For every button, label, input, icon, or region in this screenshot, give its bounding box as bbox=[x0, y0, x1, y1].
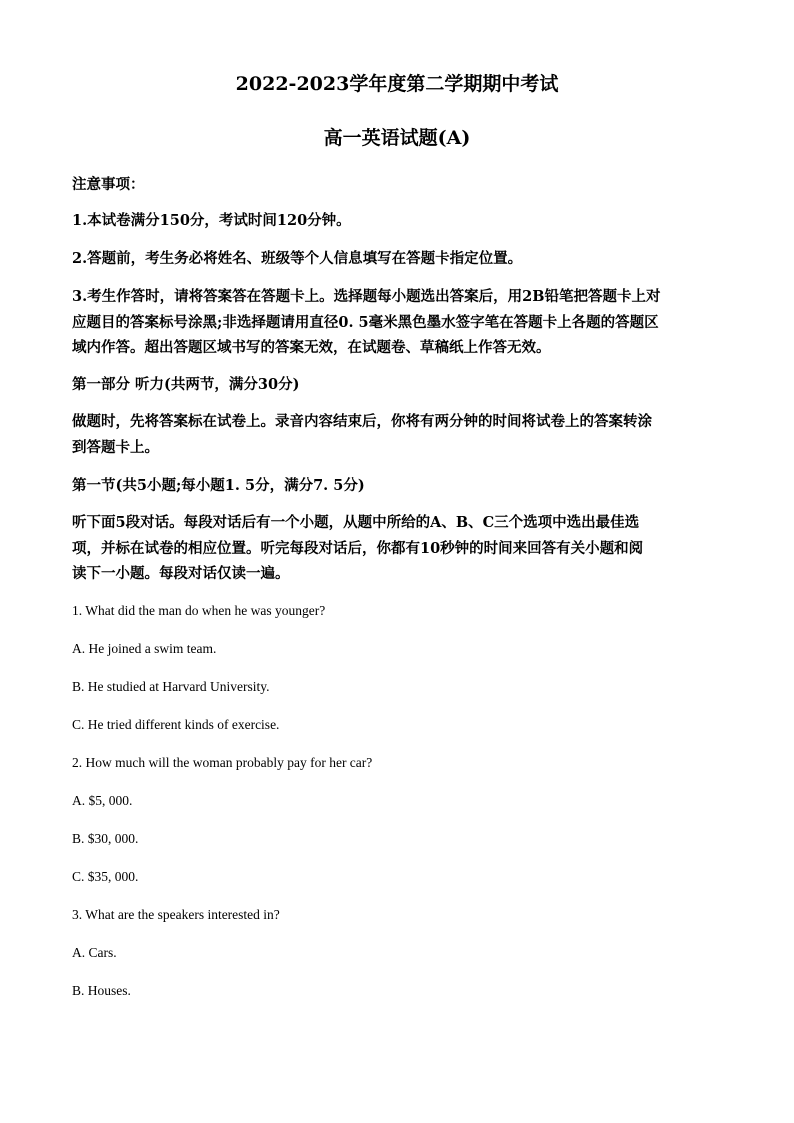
question-1-option-a: A. He joined a swim team. bbox=[72, 641, 217, 656]
question-2-option-c: C. $35, 000. bbox=[72, 869, 139, 884]
question-2-stem: 2. How much will the woman probably pay for her car? bbox=[72, 755, 373, 770]
question-1-stem: 1. What did the man do when he was younger? bbox=[72, 603, 326, 618]
question-1-option-b: B. He studied at Harvard University. bbox=[72, 679, 270, 694]
part1-heading: 第一部分 听力(共两节，满分30分) bbox=[72, 376, 300, 393]
question-3-option-b: B. Houses. bbox=[72, 983, 131, 998]
question-3-stem: 3. What are the speakers interested in? bbox=[72, 907, 280, 922]
notice-item-2: 2.答题前，考生务必将姓名、班级等个人信息填写在答题卡指定位置。 bbox=[72, 250, 523, 267]
section1-instruction-line-1: 听下面5段对话。每段对话后有一个小题，从题中所给的A、B、C三个选项中选出最佳选 bbox=[72, 514, 640, 531]
part1-intro-line-1: 做题时，先将答案标在试卷上。录音内容结束后，你将有两分钟的时间将试卷上的答案转涂 bbox=[72, 413, 652, 430]
question-2-option-b: B. $30, 000. bbox=[72, 831, 139, 846]
notice-item-1: 1.本试卷满分150分，考试时间120分钟。 bbox=[72, 212, 351, 229]
section1-instruction-line-3: 读下一小题。每段对话仅读一遍。 bbox=[72, 565, 290, 582]
section1-heading: 第一节(共5小题;每小题1. 5分，满分7. 5分) bbox=[72, 477, 365, 494]
exam-subtitle: 高一英语试题(A) bbox=[323, 127, 471, 149]
notice-item-3-line-2: 应题目的答案标号涂黑;非选择题请用直径0. 5毫米黑色墨水签字笔在答题卡上各题的答题区 bbox=[72, 314, 659, 331]
part1-intro-line-2: 到答题卡上。 bbox=[72, 439, 159, 456]
notice-item-3-line-3: 域内作答。超出答题区域书写的答案无效，在试题卷、草稿纸上作答无效。 bbox=[72, 339, 551, 356]
notice-heading: 注意事项： bbox=[72, 176, 145, 193]
question-2-option-a: A. $5, 000. bbox=[72, 793, 133, 808]
question-1-option-c: C. He tried different kinds of exercise. bbox=[72, 717, 280, 732]
notice-item-3-line-1: 3.考生作答时，请将答案答在答题卡上。选择题每小题选出答案后，用2B铅笔把答题卡上对 bbox=[72, 288, 661, 305]
exam-title: 2022-2023学年度第二学期期中考试 bbox=[235, 73, 559, 95]
question-3-option-a: A. Cars. bbox=[72, 945, 117, 960]
section1-instruction-line-2: 项，并标在试卷的相应位置。听完每段对话后，你都有10秒钟的时间来回答有关小题和阅 bbox=[72, 540, 644, 557]
